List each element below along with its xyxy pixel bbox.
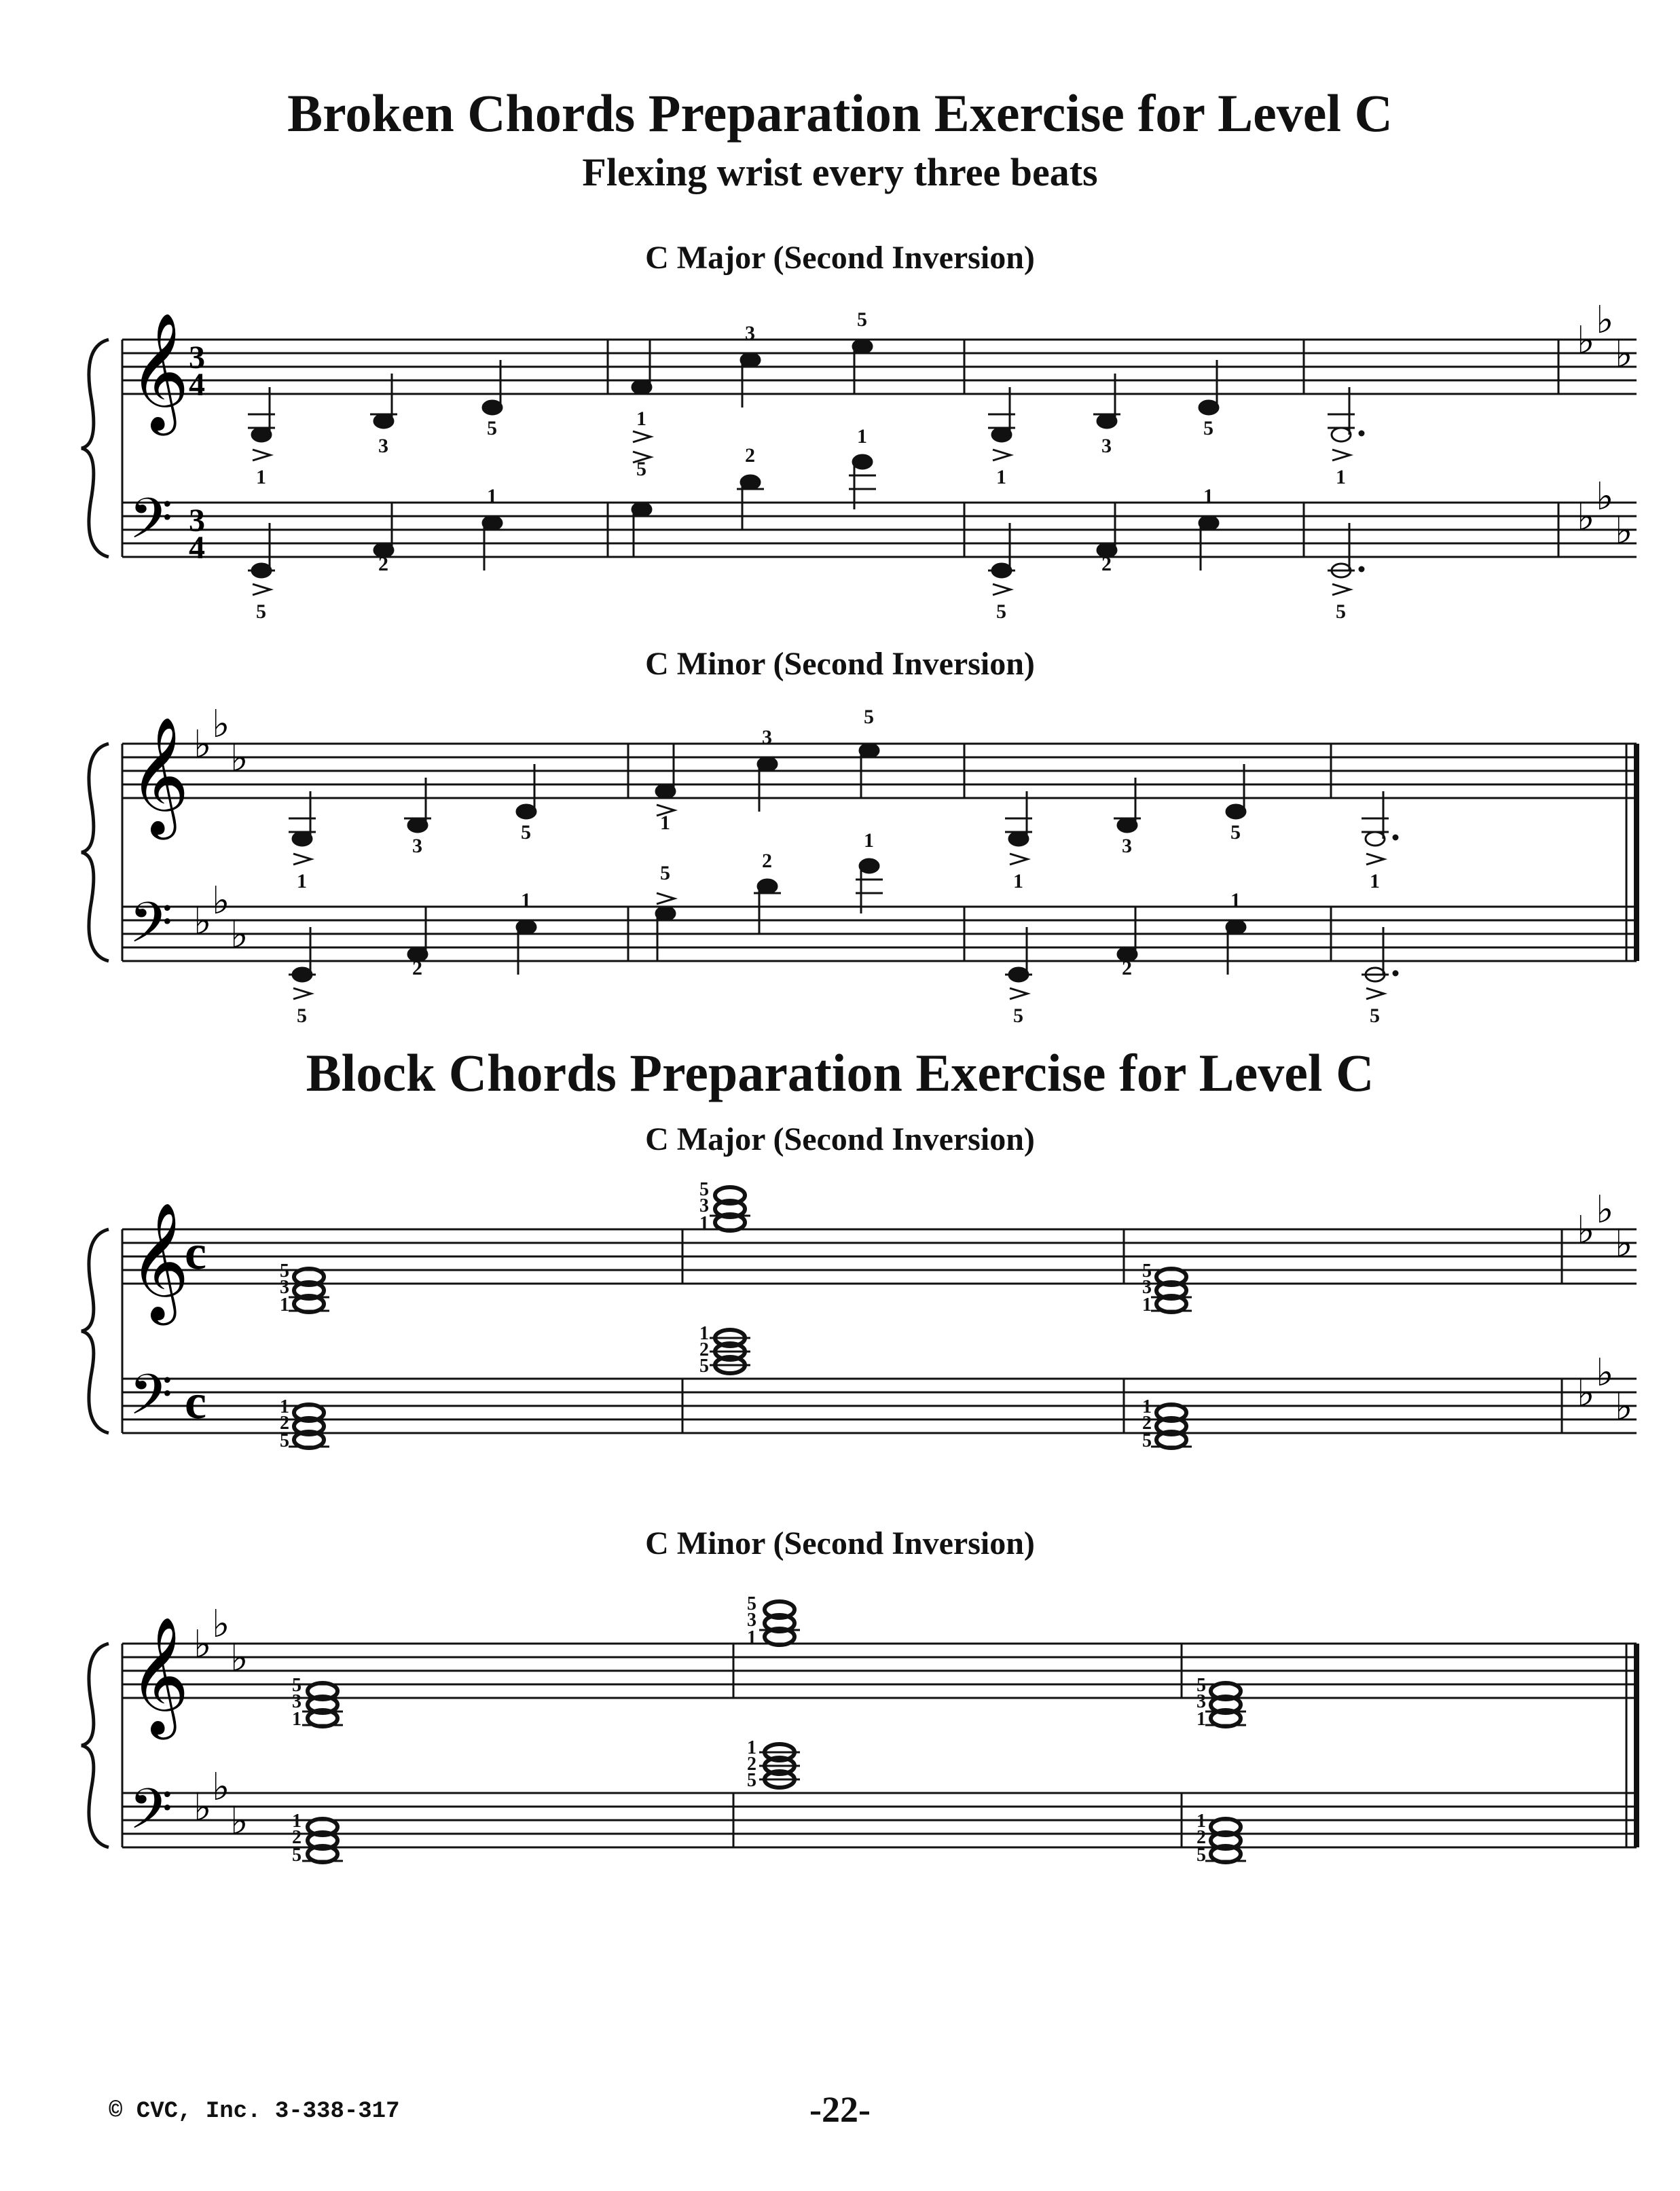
fingering-number: 5 [1230, 821, 1241, 844]
treble-clef-icon: 𝄞 [129, 1620, 189, 1733]
fingering-number: 5 [521, 821, 531, 844]
page-title: Broken Chords Preparation Exercise for Level C [287, 84, 1393, 143]
fingering-number: 3 [762, 726, 772, 748]
fingering-number: 5 [1197, 1675, 1206, 1696]
fingering-number: 5 [1142, 1430, 1152, 1451]
fingering-number: 5 [699, 1179, 709, 1200]
brace [81, 744, 109, 961]
fingering-number: 5 [636, 458, 646, 480]
fingering-number: 1 [292, 1709, 302, 1730]
flat-icon: ♭ [1577, 496, 1595, 539]
fingering-number: 2 [762, 850, 772, 872]
score-system-block-c-minor [0, 1569, 1680, 1881]
flat-icon: ♭ [1577, 320, 1595, 362]
brace [81, 1644, 109, 1847]
fingering-number: 5 [747, 1593, 756, 1614]
fingering-number: 1 [256, 466, 266, 488]
flat-icon: ♭ [212, 1604, 230, 1646]
fingering-number: 5 [747, 1770, 756, 1791]
fingering-number: 1 [636, 408, 646, 430]
fingering-number: 1 [660, 812, 670, 834]
section-label-c-major-broken: C Major (Second Inversion) [645, 240, 1035, 276]
fingering-number: 3 [1142, 1277, 1152, 1298]
fingering-number: 5 [292, 1845, 302, 1866]
flat-icon: ♭ [1615, 1386, 1633, 1428]
page-subtitle: Flexing wrist every three beats [582, 150, 1098, 194]
treble-clef-icon: 𝄞 [129, 720, 189, 833]
fingering-number: 1 [1370, 870, 1380, 892]
fingering-number: 5 [699, 1356, 709, 1377]
fingering-number: 5 [996, 600, 1006, 623]
fingering-number: 5 [1203, 417, 1213, 439]
flat-icon: ♭ [1615, 510, 1633, 552]
fingering-number: 1 [280, 1294, 289, 1316]
fingering-number: 1 [292, 1811, 302, 1832]
flat-icon: ♭ [194, 1787, 212, 1829]
fingering-number: 2 [699, 1339, 709, 1360]
flat-icon: ♭ [1596, 1189, 1614, 1231]
time-signature-bass: 4 [189, 530, 205, 566]
flat-icon: ♭ [1577, 1210, 1595, 1252]
fingering-number: 1 [1230, 889, 1241, 911]
fingering-number: 3 [747, 1610, 756, 1631]
flat-icon: ♭ [1596, 1352, 1614, 1394]
fingering-number: 1 [297, 870, 307, 892]
fingering-number: 1 [857, 425, 867, 448]
bass-clef-icon: 𝄢 [129, 488, 173, 564]
score-system-broken-c-minor [0, 703, 1680, 1029]
fingering-number: 5 [1142, 1261, 1152, 1282]
fingering-number: 1 [747, 1737, 756, 1758]
fingering-number: 5 [1197, 1845, 1206, 1866]
score-system-broken-c-major [0, 299, 1680, 625]
fingering-number: 1 [1197, 1709, 1206, 1730]
fingering-number: 5 [280, 1261, 289, 1282]
fingering-number: 1 [996, 466, 1006, 488]
fingering-number: 2 [747, 1754, 756, 1775]
bass-clef-icon: 𝄢 [129, 892, 173, 968]
fingering-number: 5 [857, 308, 867, 331]
fingering-number: 1 [1142, 1396, 1152, 1417]
fingering-number: 5 [1370, 1004, 1380, 1027]
flat-icon: ♭ [1596, 476, 1614, 518]
fingering-number: 2 [292, 1827, 302, 1848]
fingering-number: 1 [521, 889, 531, 911]
fingering-number: 1 [699, 1213, 709, 1234]
bass-clef-icon: 𝄢 [129, 1364, 173, 1440]
fingering-number: 5 [256, 600, 266, 623]
bass-clef-icon: 𝄢 [129, 1779, 173, 1854]
fingering-number: 1 [699, 1323, 709, 1344]
fingering-number: 1 [280, 1396, 289, 1417]
flat-icon: ♭ [230, 914, 249, 956]
fingering-number: 1 [487, 485, 497, 507]
common-time-icon: c [185, 1375, 206, 1429]
flat-icon: ♭ [230, 1800, 249, 1843]
flat-icon: ♭ [194, 724, 212, 766]
common-time-icon: c [185, 1225, 206, 1280]
fingering-number: 1 [1197, 1811, 1206, 1832]
fingering-number: 3 [412, 835, 422, 857]
fingering-number: 2 [745, 444, 755, 467]
flat-icon: ♭ [1615, 333, 1633, 376]
fingering-number: 1 [1336, 466, 1346, 488]
block-chords-title: Block Chords Preparation Exercise for Level C [306, 1043, 1374, 1102]
section-label-c-major-block: C Major (Second Inversion) [645, 1121, 1035, 1157]
page-number: -22- [809, 2089, 871, 2130]
fingering-number: 1 [1203, 485, 1213, 507]
brace [81, 1229, 109, 1433]
fingering-number: 1 [864, 829, 874, 852]
time-signature-bass: 3 [189, 503, 205, 539]
treble-clef-icon: 𝄞 [129, 1206, 189, 1318]
fingering-number: 3 [1122, 835, 1132, 857]
copyright-notice: © CVC, Inc. 3-338-317 [109, 2099, 400, 2124]
fingering-number: 3 [378, 435, 388, 457]
fingering-number: 5 [280, 1430, 289, 1451]
fingering-number: 2 [378, 553, 388, 575]
section-label-c-minor-broken: C Minor (Second Inversion) [645, 646, 1035, 682]
fingering-number: 5 [1013, 1004, 1023, 1027]
fingering-number: 3 [292, 1691, 302, 1712]
flat-icon: ♭ [194, 1624, 212, 1666]
score-system-block-c-major [0, 1155, 1680, 1474]
fingering-number: 3 [745, 322, 755, 344]
flat-icon: ♭ [230, 1637, 249, 1680]
fingering-number: 3 [1197, 1691, 1206, 1712]
fingering-number: 3 [280, 1277, 289, 1298]
fingering-number: 5 [297, 1004, 307, 1027]
flat-icon: ♭ [212, 1767, 230, 1809]
flat-icon: ♭ [230, 738, 249, 780]
flat-icon: ♭ [212, 880, 230, 922]
flat-icon: ♭ [194, 901, 212, 943]
fingering-number: 5 [292, 1675, 302, 1696]
fingering-number: 5 [487, 417, 497, 439]
fingering-number: 1 [1013, 870, 1023, 892]
fingering-number: 2 [280, 1413, 289, 1434]
fingering-number: 2 [1101, 553, 1112, 575]
fingering-number: 2 [1197, 1827, 1206, 1848]
flat-icon: ♭ [212, 704, 230, 746]
fingering-number: 2 [1122, 957, 1132, 979]
fingering-number: 3 [1101, 435, 1112, 457]
fingering-number: 5 [660, 862, 670, 884]
time-signature-treble: 3 [189, 340, 205, 376]
flat-icon: ♭ [1577, 1373, 1595, 1415]
treble-clef-icon: 𝄞 [129, 316, 189, 429]
time-signature-treble: 4 [189, 367, 205, 403]
fingering-number: 2 [1142, 1413, 1152, 1434]
fingering-number: 5 [1336, 600, 1346, 623]
flat-icon: ♭ [1596, 300, 1614, 342]
fingering-number: 1 [747, 1627, 756, 1648]
fingering-number: 3 [699, 1195, 709, 1216]
flat-icon: ♭ [1615, 1223, 1633, 1265]
brace [81, 340, 109, 557]
fingering-number: 5 [864, 706, 874, 728]
fingering-number: 1 [1142, 1294, 1152, 1316]
section-label-c-minor-block: C Minor (Second Inversion) [645, 1525, 1035, 1561]
fingering-number: 2 [412, 957, 422, 979]
